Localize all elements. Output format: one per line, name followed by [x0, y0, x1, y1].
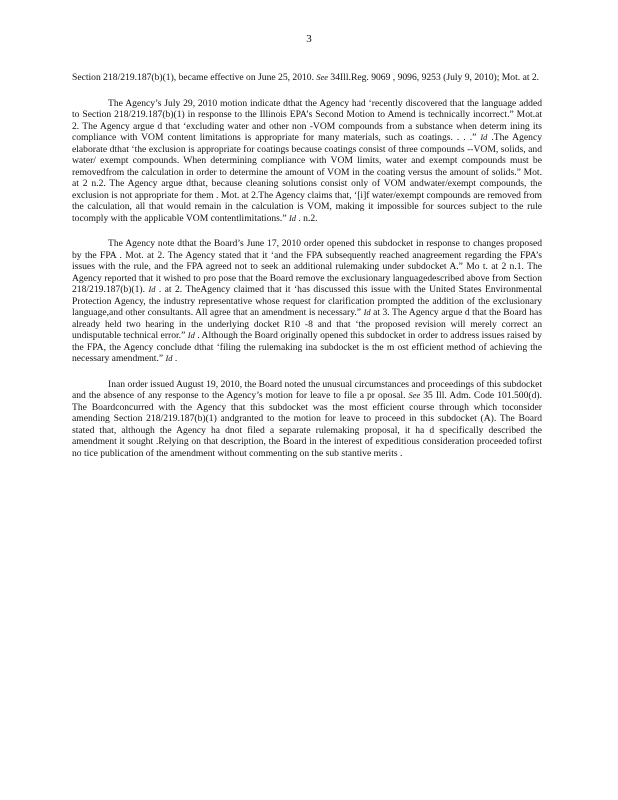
- paragraph-text: . n.2.: [295, 212, 318, 224]
- paragraph-text: 34Ill.Reg. 9069 , 9096, 9253 (July 9, 2010); Mot. at 2.: [328, 72, 540, 83]
- citation-italic: Id: [187, 331, 195, 340]
- paragraph-text: Inan order issued August 19, 2010, the Board noted the unusual circumstances and proceedings of this subdocket and the absence of any response to the Agency’s motion for leave to file a pr oposal.: [72, 378, 542, 401]
- citation-italic: Id: [480, 133, 488, 142]
- paragraph-text: .The Agency elaborate dthat ‘the exclusion is appropriate for coatings because coatings consist of three compounds --VOM, solids, and water/ exempt compounds. When determining compliance with VOM limits, water and exempt compounds must be removedfrom the calculation in order to determine the amount of VOM in the coating versus the amount of solids.” Mot. at 2 n.2. The Agency argue dthat, because cleaning solutions consist only of VOM andwater/exempt compounds, the exclusion is not appropriate for them . Mot. at 2.The Agency claims that, ‘[i]f water/exempt compounds are removed from the calculation, all that would remain in the calculation is VOM, making it impossible for sources subject to the rule tocomply with the applicable VOM contentlimitations.”: [72, 132, 543, 224]
- paragraph-text: at 3. The Agency argue d that the Board has already held two hearing in the underlying docket R10 -8 and that ‘the proposed revision will merely correct an undisputable technical error.”: [72, 307, 542, 341]
- citation-italic: Id: [288, 213, 296, 223]
- paragraph-3: [72, 238, 542, 365]
- document-body: [72, 72, 542, 459]
- citation-italic: See: [316, 73, 329, 82]
- citation-italic: See: [408, 391, 421, 400]
- page-number: 3: [306, 33, 312, 45]
- paragraph-text: The Agency’s July 29, 2010 motion indicate dthat the Agency had ‘recently discovered that the language added to Section 218/219.187(b)(1) in response to the Illinois EPA’s Second Motion to Amend is technically incorrect.” Mot.at 2. The Agency argue d that ‘excluding water and other non -VOM compounds from a substance when determ ining its compliance with VOM content limitations is appropriate for many materials, such as coatings. . . .”: [72, 97, 542, 143]
- citation-italic: Id: [165, 354, 173, 363]
- paragraph-text: Section 218/219.187(b)(1), became effective on June 25, 2010.: [72, 72, 317, 83]
- paragraph-text: . Although the Board originally opened this subdocket in order to address issues raised by the FPA, the Agency conclude dthat ‘filing the rulemaking ina subdocket is the m ost efficient method of achieving the necessary amendment.”: [72, 330, 542, 364]
- paragraph-text: . at 2. TheAgency claimed that it ‘has discussed this issue with the United States Environmental Protection Agency, the industry representative whose request for clarification prompted the addition of the exclusionary language,and other consultants. All agree that an amendment is necessary.”: [72, 284, 542, 318]
- paragraph-4: [72, 379, 542, 460]
- paragraph-2: [72, 98, 542, 225]
- paragraph-text: .: [172, 353, 178, 364]
- paragraph-1: [72, 72, 542, 84]
- citation-italic: Id: [148, 285, 156, 294]
- paragraph-text: 35 Ill. Adm. Code 101.500(d). The Boardconcurred with the Agency that this subdocket was the most efficient course through which toconsider amending Section 218/219.187(b)(1) andgranted to the motion for leave to proceed in this subdocket (A). The Board stated that, although the Agency ha dnot filed a separate rulemaking proposal, it ha d specifically described the amendment it sought .Relying on that description, the Board in the interest of expeditious consideration proceeded tofirst no tice publication of the amendment without commenting on the sub stantive merits .: [72, 390, 542, 459]
- citation-italic: Id: [363, 308, 371, 317]
- paragraph-text: The Agency note dthat the Board’s June 17, 2010 order opened this subdocket in response to changes proposed by the FPA . Mot. at 2. The Agency stated that it ‘and the FPA subsequently reached anagreement regarding the FPA’s issues with the rule, and the FPA agreed not to seek an additional rulemaking under subdocket A.” Mo t. at 2 n.1. The Agency reported that it wished to pro pose that the Board remove the exclusionary languagedescribed above from Section 218/219.187(b)(1).: [72, 238, 542, 295]
